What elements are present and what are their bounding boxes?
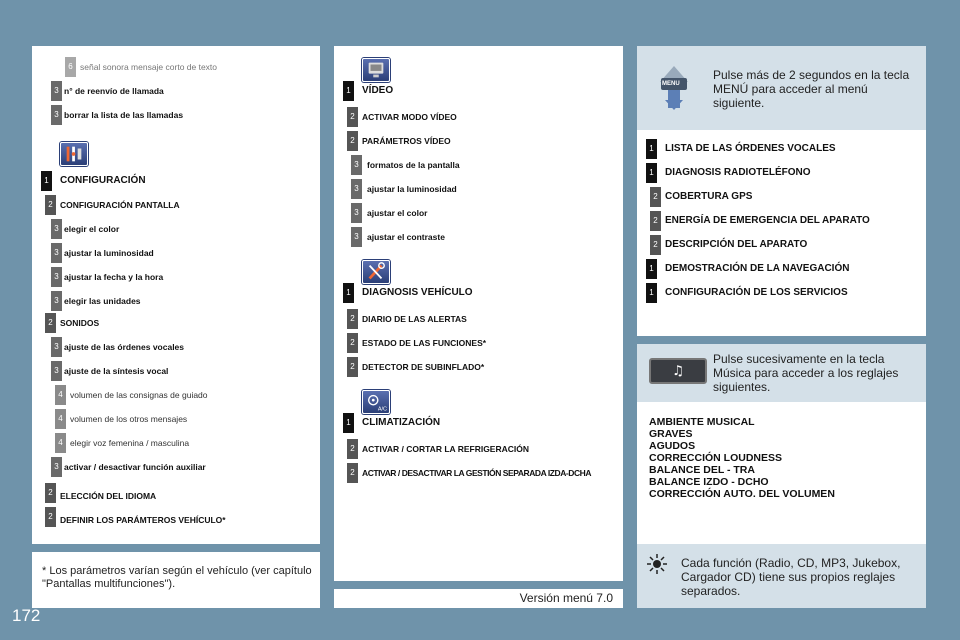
level-badge: 6 bbox=[65, 57, 76, 77]
menu-row-label: ajuste de las órdenes vocales bbox=[64, 342, 185, 352]
menu-row bbox=[334, 154, 623, 176]
level-badge: 4 bbox=[55, 385, 66, 405]
menu-row bbox=[32, 506, 320, 528]
music-instruction: Pulse sucesivamente en la tecla Música para acceder a los reglajes siguientes. bbox=[713, 352, 899, 394]
menu-row bbox=[637, 138, 926, 160]
level-badge: 2 bbox=[45, 195, 56, 215]
menu-row bbox=[334, 462, 623, 484]
menu-row-label: LISTA DE LAS ÓRDENES VOCALES bbox=[665, 143, 836, 154]
music-key-icon bbox=[649, 358, 707, 384]
menu-row-label: ACTIVAR MODO VÍDEO bbox=[362, 112, 457, 122]
level-badge: 2 bbox=[347, 463, 358, 483]
menu-row bbox=[637, 162, 926, 184]
level-badge: 4 bbox=[55, 409, 66, 429]
tip-text: Cada función (Radio, CD, MP3, Jukebox, Cargador CD) tiene sus propios reglajes separados. bbox=[681, 556, 901, 598]
menu-row bbox=[334, 202, 623, 224]
music-setting-item: CORRECCIÓN LOUDNESS bbox=[649, 452, 783, 464]
menu-instruction: Pulse más de 2 segundos en la tecla MENÚ para acceder al menú siguiente. bbox=[713, 68, 910, 110]
menu-row-label: DESCRIPCIÓN DEL APARATO bbox=[665, 239, 808, 250]
menu-row-label: n° de reenvío de llamada bbox=[64, 86, 164, 96]
menu-row-label: ajustar el color bbox=[367, 208, 428, 218]
level-badge: 2 bbox=[347, 357, 358, 377]
menu-row-label: DETECTOR DE SUBINFLADO* bbox=[362, 362, 485, 372]
menu-row bbox=[334, 282, 623, 304]
music-setting-item: AGUDOS bbox=[649, 440, 696, 452]
menu-row-label: CONFIGURACIÓN PANTALLA bbox=[60, 200, 180, 210]
menu-row bbox=[32, 194, 320, 216]
menu-instruction-box bbox=[637, 46, 926, 130]
level-badge: 2 bbox=[45, 313, 56, 333]
menu-row bbox=[32, 218, 320, 240]
tip-lightbulb-icon bbox=[645, 552, 669, 576]
menu-row bbox=[32, 80, 320, 102]
music-instruction-box bbox=[637, 344, 926, 402]
menu-row bbox=[32, 56, 320, 78]
menu-row bbox=[32, 242, 320, 264]
level-badge: 1 bbox=[646, 259, 657, 279]
menu-row-label: volumen de los otros mensajes bbox=[70, 414, 188, 424]
menu-row bbox=[32, 432, 320, 454]
menu-row-label: COBERTURA GPS bbox=[665, 191, 753, 202]
menu-row-label: borrar la lista de las llamadas bbox=[64, 110, 184, 120]
level-badge: 1 bbox=[343, 413, 354, 433]
menu-row bbox=[32, 104, 320, 126]
tip-box bbox=[637, 544, 926, 608]
menu-row bbox=[32, 482, 320, 504]
menu-row-label: ACTIVAR / CORTAR LA REFRIGERACIÓN bbox=[362, 444, 530, 454]
menu-row bbox=[334, 106, 623, 128]
menu-row bbox=[32, 336, 320, 358]
section-title: CLIMATIZACIÓN bbox=[362, 417, 441, 428]
menu-row-label: SONIDOS bbox=[60, 318, 100, 328]
menu-row-label: activar / desactivar función auxiliar bbox=[64, 462, 206, 472]
settings-panel bbox=[32, 46, 320, 544]
footnote-panel bbox=[32, 552, 320, 608]
svg-text:A/C: A/C bbox=[377, 406, 388, 413]
config-tools-icon bbox=[60, 142, 88, 166]
svg-text:♫: ♫ bbox=[672, 363, 685, 380]
menu-row bbox=[32, 456, 320, 478]
level-badge: 2 bbox=[650, 235, 661, 255]
menu-row-label: DEMOSTRACIÓN DE LA NAVEGACIÓN bbox=[665, 263, 850, 274]
level-badge: 3 bbox=[351, 203, 362, 223]
menu-row-label: señal sonora mensaje corto de texto bbox=[80, 62, 218, 72]
menu-row bbox=[334, 308, 623, 330]
level-badge: 3 bbox=[351, 227, 362, 247]
music-setting-item: AMBIENTE MUSICAL bbox=[649, 416, 755, 428]
level-badge: 2 bbox=[347, 131, 358, 151]
level-badge: 1 bbox=[41, 171, 52, 191]
menu-row-label: PARÁMETROS VÍDEO bbox=[362, 136, 451, 146]
menu-row-label: CONFIGURACIÓN DE LOS SERVICIOS bbox=[665, 287, 848, 298]
level-badge: 1 bbox=[646, 283, 657, 303]
menu-row-label: ACTIVAR / DESACTIVAR LA GESTIÓN SEPARADA IZDA-DCHA bbox=[362, 468, 592, 478]
menu-row-label: formatos de la pantalla bbox=[367, 160, 460, 170]
menu-row-label: DEFINIR LOS PARÁMTEROS VEHÍCULO* bbox=[60, 515, 226, 525]
menu-row-label: ajustar la luminosidad bbox=[64, 248, 154, 258]
menu-row bbox=[32, 312, 320, 334]
menu-row bbox=[334, 226, 623, 248]
menu-row-label: ENERGÍA DE EMERGENCIA DEL APARATO bbox=[665, 215, 870, 226]
menu-key-panel bbox=[637, 46, 926, 336]
menu-row-label: ajustar el contraste bbox=[367, 232, 445, 242]
menu-row bbox=[334, 356, 623, 378]
level-badge: 2 bbox=[650, 211, 661, 231]
level-badge: 2 bbox=[347, 107, 358, 127]
menu-key-label: MENU bbox=[662, 81, 680, 87]
level-badge: 1 bbox=[343, 283, 354, 303]
menu-row bbox=[334, 438, 623, 460]
menu-row-label: ajustar la fecha y la hora bbox=[64, 272, 164, 282]
music-setting-item: GRAVES bbox=[649, 428, 693, 440]
level-badge: 2 bbox=[347, 439, 358, 459]
level-badge: 2 bbox=[650, 187, 661, 207]
version-panel bbox=[334, 589, 623, 608]
menu-row bbox=[32, 170, 320, 192]
menu-row bbox=[334, 332, 623, 354]
music-setting-item: BALANCE IZDO - DCHO bbox=[649, 476, 769, 488]
level-badge: 4 bbox=[55, 433, 66, 453]
level-badge: 3 bbox=[51, 267, 62, 287]
level-badge: 3 bbox=[351, 179, 362, 199]
climate-fan-icon bbox=[362, 390, 390, 414]
level-badge: 3 bbox=[351, 155, 362, 175]
diagnosis-wrench-icon bbox=[362, 260, 390, 284]
menu-row-label: ESTADO DE LAS FUNCIONES* bbox=[362, 338, 487, 348]
menu-row bbox=[637, 282, 926, 304]
level-badge: 3 bbox=[51, 105, 62, 125]
music-setting-item: CORRECCIÓN AUTO. DEL VOLUMEN bbox=[649, 488, 835, 500]
section-title: VÍDEO bbox=[362, 85, 394, 96]
menu-key-icon bbox=[659, 64, 689, 110]
level-badge: 1 bbox=[646, 163, 657, 183]
level-badge: 3 bbox=[51, 457, 62, 477]
menu-row bbox=[637, 210, 926, 232]
section-title: DIAGNOSIS VEHÍCULO bbox=[362, 287, 473, 298]
menu-row bbox=[637, 258, 926, 280]
menu-row-label: DIAGNOSIS RADIOTELÉFONO bbox=[665, 167, 811, 178]
level-badge: 2 bbox=[347, 333, 358, 353]
level-badge: 3 bbox=[51, 219, 62, 239]
menu-row-label: ELECCIÓN DEL IDIOMA bbox=[60, 491, 157, 501]
menu-row-label: ajuste de la síntesis vocal bbox=[64, 366, 169, 376]
menu-row bbox=[32, 384, 320, 406]
video-screen-icon bbox=[362, 58, 390, 82]
menu-row bbox=[334, 130, 623, 152]
footnote: * Los parámetros varían según el vehículo (ver capítulo "Pantallas multifunciones"). bbox=[42, 565, 312, 590]
menu-row-label: volumen de las consignas de guiado bbox=[70, 390, 208, 400]
level-badge: 3 bbox=[51, 81, 62, 101]
menu-row bbox=[32, 360, 320, 382]
menu-row-label: elegir voz femenina / masculina bbox=[70, 438, 190, 448]
menu-row-label: elegir el color bbox=[64, 224, 120, 234]
level-badge: 2 bbox=[45, 483, 56, 503]
music-settings-list bbox=[649, 416, 835, 500]
menu-row-label: ajustar la luminosidad bbox=[367, 184, 457, 194]
menu-row-label: DIARIO DE LAS ALERTAS bbox=[362, 314, 467, 324]
menu-row bbox=[334, 412, 623, 434]
menu-row-label: elegir las unidades bbox=[64, 296, 141, 306]
menu-row bbox=[334, 178, 623, 200]
video-diagnosis-climate-panel bbox=[334, 46, 623, 581]
menu-row bbox=[32, 266, 320, 288]
menu-row bbox=[637, 234, 926, 256]
menu-row bbox=[637, 186, 926, 208]
level-badge: 2 bbox=[45, 507, 56, 527]
version-label: Versión menú 7.0 bbox=[519, 591, 613, 605]
level-badge: 2 bbox=[347, 309, 358, 329]
menu-row bbox=[32, 408, 320, 430]
menu-row bbox=[334, 80, 623, 102]
level-badge: 1 bbox=[343, 81, 354, 101]
music-key-panel bbox=[637, 344, 926, 608]
music-setting-item: BALANCE DEL - TRA bbox=[649, 464, 755, 476]
menu-row bbox=[32, 290, 320, 312]
level-badge: 1 bbox=[646, 139, 657, 159]
level-badge: 3 bbox=[51, 243, 62, 263]
level-badge: 3 bbox=[51, 361, 62, 381]
level-badge: 3 bbox=[51, 337, 62, 357]
page-number: 172 bbox=[12, 606, 41, 625]
level-badge: 3 bbox=[51, 291, 62, 311]
section-title: CONFIGURACIÓN bbox=[60, 175, 146, 186]
